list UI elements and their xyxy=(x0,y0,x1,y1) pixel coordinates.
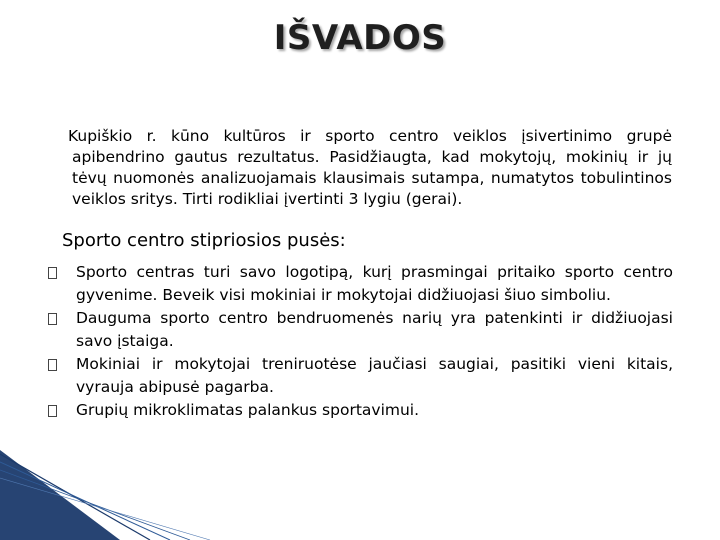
section-heading: Sporto centro stipriosios pusės: xyxy=(62,230,346,251)
strengths-list xyxy=(48,261,673,422)
intro-paragraph: Kupiškio r. kūno kultūros ir sporto centro veiklos įsivertinimo grupė apibendrino gautus rezultatus. Pasidžiaugta, kad mokytojų, mokinių ir jų tėvų nuomonės analizuojamais klausimais sutampa, numatytos tobulintinos veiklos sritys. Tirti rodikliai įvertinti 3 lygiu (gerai). xyxy=(68,127,672,208)
list-item xyxy=(48,307,673,353)
empty-square-icon xyxy=(48,313,57,325)
list-item xyxy=(48,353,673,399)
empty-square-icon xyxy=(48,359,57,371)
list-item-text: Dauguma sporto centro bendruomenės narių yra patenkinti ir didžiuojasi savo įstaiga. xyxy=(76,309,673,350)
decorative-corner-stripes xyxy=(0,450,720,540)
list-item xyxy=(48,399,673,422)
empty-square-icon xyxy=(48,267,57,279)
list-item xyxy=(48,261,673,307)
empty-square-icon xyxy=(48,405,57,417)
slide-title: IŠVADOS xyxy=(273,18,447,58)
list-item-text: Grupių mikroklimatas palankus sportavimui. xyxy=(76,401,420,419)
list-item-text: Sporto centras turi savo logotipą, kurį prasmingai pritaiko sporto centro gyvenime. Beveik visi mokiniai ir mokytojai didžiuojasi šiuo simboliu. xyxy=(76,263,673,304)
list-item-text: Mokiniai ir mokytojai treniruotėse jaučiasi saugiai, pasitiki vieni kitais, vyrauja abipusė pagarba. xyxy=(76,355,673,396)
